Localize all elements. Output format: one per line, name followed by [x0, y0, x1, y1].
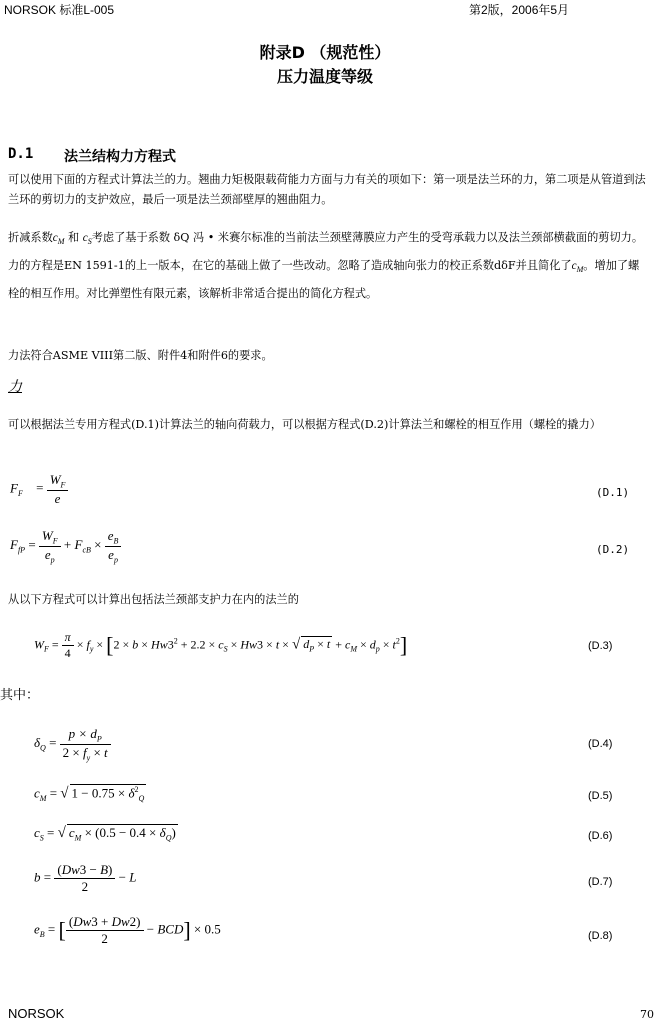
header-edition: 第2版，2006年5月 [469, 3, 570, 17]
appendix-title: 附录D （规范性） [259, 43, 391, 62]
equation-d4-label: (D.4) [588, 738, 613, 750]
paragraph-neck-support: 从以下方程式可以计算出包括法兰颈部支护力在内的法兰的 [8, 593, 299, 606]
symbol-cm-2: $c_M$ [571, 260, 584, 275]
paragraph-asme: 力法符合ASME VIII第二版、附件4和附件6的要求。 [8, 349, 273, 362]
equation-d6-label: (D.6) [588, 830, 613, 842]
symbol-cm: $c_M$ [52, 232, 65, 247]
equation-d2: $F_{fP}$ = $\frac{W_F}{e_p}$ + $F_{cB}$ × $\frac{e_B}{e_p}$ [10, 528, 121, 564]
footer-norsok: NORSOK [8, 1006, 65, 1021]
equation-d4: $\delta_Q$ = $\frac{p \times d_P}{2 \times f_y \times t}$ [34, 726, 111, 762]
symbol-cs: $c_S$ [82, 232, 92, 247]
equation-d5-label: (D.5) [588, 790, 613, 802]
paragraph-axial-load: 可以根据法兰专用方程式(D.1)计算法兰的轴向荷载力，可以根据方程式(D.2)计算法兰和螺栓的相互作用（螺栓的撬力） [8, 418, 601, 431]
paragraph-reduction-factors [8, 226, 646, 306]
paragraph-intro: 可以使用下面的方程式计算法兰的力。翘曲力矩极限载荷能力方面与力有关的项如下：第一项是法兰环的力，第二项是从管道到法兰环的剪切力的支护效应，最后一项是法兰颈部壁厚的翘曲阻力。 [8, 173, 646, 206]
p2-text-a: 折减系数 [8, 231, 53, 244]
section-heading: 法兰结构力方程式 [64, 149, 176, 165]
subheading-force: 力 [8, 379, 22, 395]
equation-d1-label: (D.1) [596, 486, 630, 499]
p2-text-b: 和 [64, 231, 83, 244]
equation-d7-label: (D.7) [588, 876, 613, 888]
p2-text-c: 考虑了基于系数 δQ 冯 • 米赛尔标准的当前法兰颈壁薄膜应力产生的受弯承载力以及法兰颈部横截面的剪切力。力的方程是EN 1591-1的上一版本，在它的基础上做了一些改动。忽略了造成轴向张力的校正系数dδF并且简化了 [8, 231, 644, 273]
equation-d2-label: (D.2) [596, 543, 630, 556]
equation-d7: b = $\frac{(Dw3 - B)}{2}$ − L [34, 862, 137, 894]
equation-d8-label: (D.8) [588, 930, 613, 942]
equation-d6: $c_S$ = √ $c_M \times (0.5 - 0.4 \times \delta_Q)$ [34, 825, 176, 843]
equation-d3-label: (D.3) [588, 640, 613, 652]
p2-text-d: 。增加了螺栓的相互作用。对比弹塑性有限元素，该解析非常适合提出的简化方程式。 [8, 259, 640, 301]
equation-d8: $e_B$ = [ $\frac{(Dw3 + Dw2)}{2}$ − BCD] × 0.5 [34, 914, 221, 946]
appendix-subtitle: 压力温度等级 [276, 67, 373, 86]
where-label: 其中： [0, 688, 40, 703]
page-number: 70 [640, 1008, 654, 1021]
equation-d3: $W_F$ = $\frac{\pi}{4}$ × $f_y \times [2 \times b \times Hw3^2 + 2.2 \times c_S \times Hw3 \times t$ × √ $d_P \times t + c_M \times d_p \times t^2$] [34, 630, 408, 660]
section-number: D.1 [8, 146, 34, 162]
equation-d5: $c_M$ = √ $1 - 0.75 \times \delta^2_Q$ [34, 785, 145, 803]
header-standard: NORSOK 标准L-005 [4, 3, 115, 17]
equation-d1: $F_F$ = $\frac{W_F}{e}$ [10, 472, 68, 507]
